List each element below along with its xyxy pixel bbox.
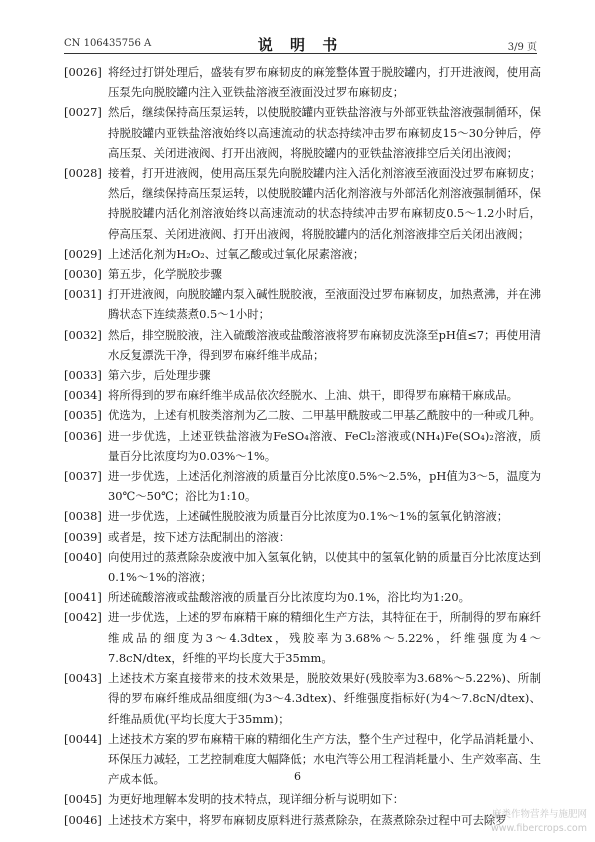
paragraph-number: [0044]	[64, 731, 102, 746]
page-indicator: 3/9 页	[507, 42, 537, 53]
paragraph-number: [0034]	[64, 388, 102, 403]
paragraph-0030	[64, 264, 541, 284]
paragraph-number: [0035]	[64, 408, 102, 423]
paragraph-text: 接着，打开进液阀，使用高压泵先向脱胶罐内注入活化剂溶液至液面没过罗布麻韧皮；然后，继续保持高压泵运转，以使脱胶罐内活化剂溶液与外部活化剂溶液强制循环，保持脱胶罐内活化剂溶液始终以高速流动的状态持续冲击罗布麻韧皮0.5～1.2小时后，停高压泵、关闭进液阀、打开出液阀，将脱胶罐内的活化剂溶液排空后关闭出液阀；	[108, 166, 541, 241]
paragraph-number: [0026]	[64, 65, 102, 79]
paragraph-0026	[64, 62, 541, 102]
watermark-url: www.fibercrops.com	[490, 823, 587, 834]
paragraph-0035	[64, 405, 541, 425]
paragraph-number: [0037]	[64, 469, 102, 484]
paragraph-number: [0043]	[64, 671, 102, 686]
paragraph-text: 第五步，化学脱胶步骤	[108, 267, 222, 282]
paragraph-number: [0042]	[64, 610, 102, 625]
paragraph-0033	[64, 365, 541, 385]
paragraph-0031	[64, 284, 541, 324]
paragraph-text: 所述硫酸溶液或盐酸溶液的质量百分比浓度均为0.1%，浴比均为1:20。	[108, 590, 471, 605]
paragraph-number: [0027]	[64, 105, 102, 120]
paragraph-text: 进一步优选，上述活化剂溶液的质量百分比浓度0.5%～2.5%，pH值为3～5，温度为30℃～50℃；浴比为1:10。	[108, 469, 541, 504]
site-watermark	[491, 808, 587, 836]
paragraph-text: 进一步优选，上述亚铁盐溶液为FeSO₄溶液、FeCl₂溶液或(NH₄)Fe(SO₄)₂溶液，质量百分比浓度均为0.03%～1%。	[108, 428, 541, 463]
paragraph-number: [0031]	[64, 287, 102, 302]
paragraph-0036	[64, 426, 541, 466]
paragraph-number: [0033]	[64, 368, 102, 383]
paragraph-number: [0045]	[64, 792, 102, 807]
paragraph-number: [0039]	[64, 529, 102, 544]
paragraph-text: 然后，排空脱胶液，注入硫酸溶液或盐酸溶液将罗布麻韧皮洗涤至pH值≤7；再使用清水反复漂洗干净，得到罗布麻纤维半成品；	[108, 327, 541, 362]
paragraph-text: 第六步，后处理步骤	[108, 368, 211, 383]
paragraph-text: 向使用过的蒸煮除杂废液中加入氢氧化钠，以使其中的氢氧化钠的质量百分比浓度达到0.1%～1%的溶液；	[108, 549, 541, 585]
document-title: 说 明 书	[257, 36, 344, 54]
paragraph-text: 或者是，按下述方法配制出的溶液：	[108, 529, 291, 544]
paragraph-0029	[64, 244, 541, 264]
paragraph-0046	[64, 810, 541, 830]
paragraph-0042	[64, 607, 541, 668]
paragraph-0040	[64, 547, 541, 587]
paragraph-number: [0040]	[64, 549, 102, 564]
paragraph-0027	[64, 102, 541, 163]
document-body	[64, 62, 541, 830]
paragraph-number: [0046]	[64, 812, 102, 827]
paragraph-text: 为更好地理解本发明的技术特点，现详细分析与说明如下：	[108, 792, 405, 807]
paragraph-text: 上述技术方案直接带来的技术效果是，脱胶效果好(残胶率为3.68%～5.22%)、所制得的罗布麻纤维成品细度细(为3～4.3dtex)、纤维强度指标好(为4～7.8cN/dtex)、纤维品质优(平均长度大于35mm)；	[108, 671, 541, 726]
paragraph-text: 优选为，上述有机胺类溶剂为乙二胺、二甲基甲酰胺或二甲基乙酰胺中的一种或几种。	[108, 408, 541, 423]
paragraph-number: [0030]	[64, 267, 102, 282]
watermark-title: 麻类作物营养与施肥网	[491, 809, 587, 820]
paragraph-number: [0041]	[64, 590, 102, 605]
paragraph-0038	[64, 506, 541, 526]
paragraph-text: 将所得到的罗布麻纤维半成品依次经脱水、上油、烘干，即得罗布麻精干麻成品。	[108, 388, 519, 403]
paragraph-text: 进一步优选，上述碱性脱胶液为质量百分比浓度为0.1%～1%的氢氧化钠溶液；	[108, 509, 509, 524]
paragraph-0045	[64, 789, 541, 809]
paragraph-0034	[64, 385, 541, 405]
paragraph-text: 上述技术方案的罗布麻精干麻的精细化生产方法，整个生产过程中，化学品消耗量小、环保压力减轻，工艺控制难度大幅降低；水电汽等公用工程消耗量小、生产效率高、生产成本低。	[108, 731, 541, 787]
paragraph-number: [0028]	[64, 166, 102, 181]
paragraph-number: [0038]	[64, 509, 102, 524]
paragraph-text: 上述活化剂为H₂O₂、过氧乙酸或过氧化尿素溶液；	[108, 246, 365, 261]
page-header	[64, 33, 537, 54]
paragraph-text: 打开进液阀，向脱胶罐内泵入碱性脱胶液，至液面没过罗布麻韧皮，加热煮沸，并在沸腾状态下连续蒸煮0.5～1小时；	[108, 287, 541, 322]
paragraph-0028	[64, 163, 541, 244]
paragraph-0039	[64, 527, 541, 547]
page-number: 6	[294, 770, 301, 783]
paragraph-number: [0036]	[64, 428, 102, 443]
paragraph-0032	[64, 325, 541, 365]
paragraph-number: [0032]	[64, 327, 102, 342]
paragraph-text: 进一步优选，上述的罗布麻精干麻的精细化生产方法，其特征在于，所制得的罗布麻纤维成品的细度为3～4.3dtex，残胶率为3.68%～5.22%，纤维强度为4～7.8cN/dtex，纤维的平均长度大于35mm。	[108, 610, 541, 665]
patent-number: CN 106435756 A	[64, 38, 152, 49]
paragraph-0041	[64, 587, 541, 607]
paragraph-text: 然后，继续保持高压泵运转，以使脱胶罐内亚铁盐溶液与外部亚铁盐溶液强制循环，保持脱胶罐内亚铁盐溶液始终以高速流动的状态持续冲击罗布麻韧皮15～30分钟后，停高压泵、关闭进液阀、打开出液阀，将脱胶罐内的亚铁盐溶液排空后关闭出液阀；	[108, 105, 541, 160]
paragraph-0037	[64, 466, 541, 506]
paragraph-text: 将经过打饼处理后，盛装有罗布麻韧皮的麻笼整体置于脱胶罐内，打开进液阀，使用高压泵先向脱胶罐内注入亚铁盐溶液至液面没过罗布麻韧皮；	[108, 65, 541, 100]
paragraph-number: [0029]	[64, 246, 102, 261]
paragraph-text: 上述技术方案中，将罗布麻韧皮原料进行蒸煮除杂，在蒸煮除杂过程中可去除罗	[108, 812, 507, 827]
paragraph-0043	[64, 668, 541, 729]
